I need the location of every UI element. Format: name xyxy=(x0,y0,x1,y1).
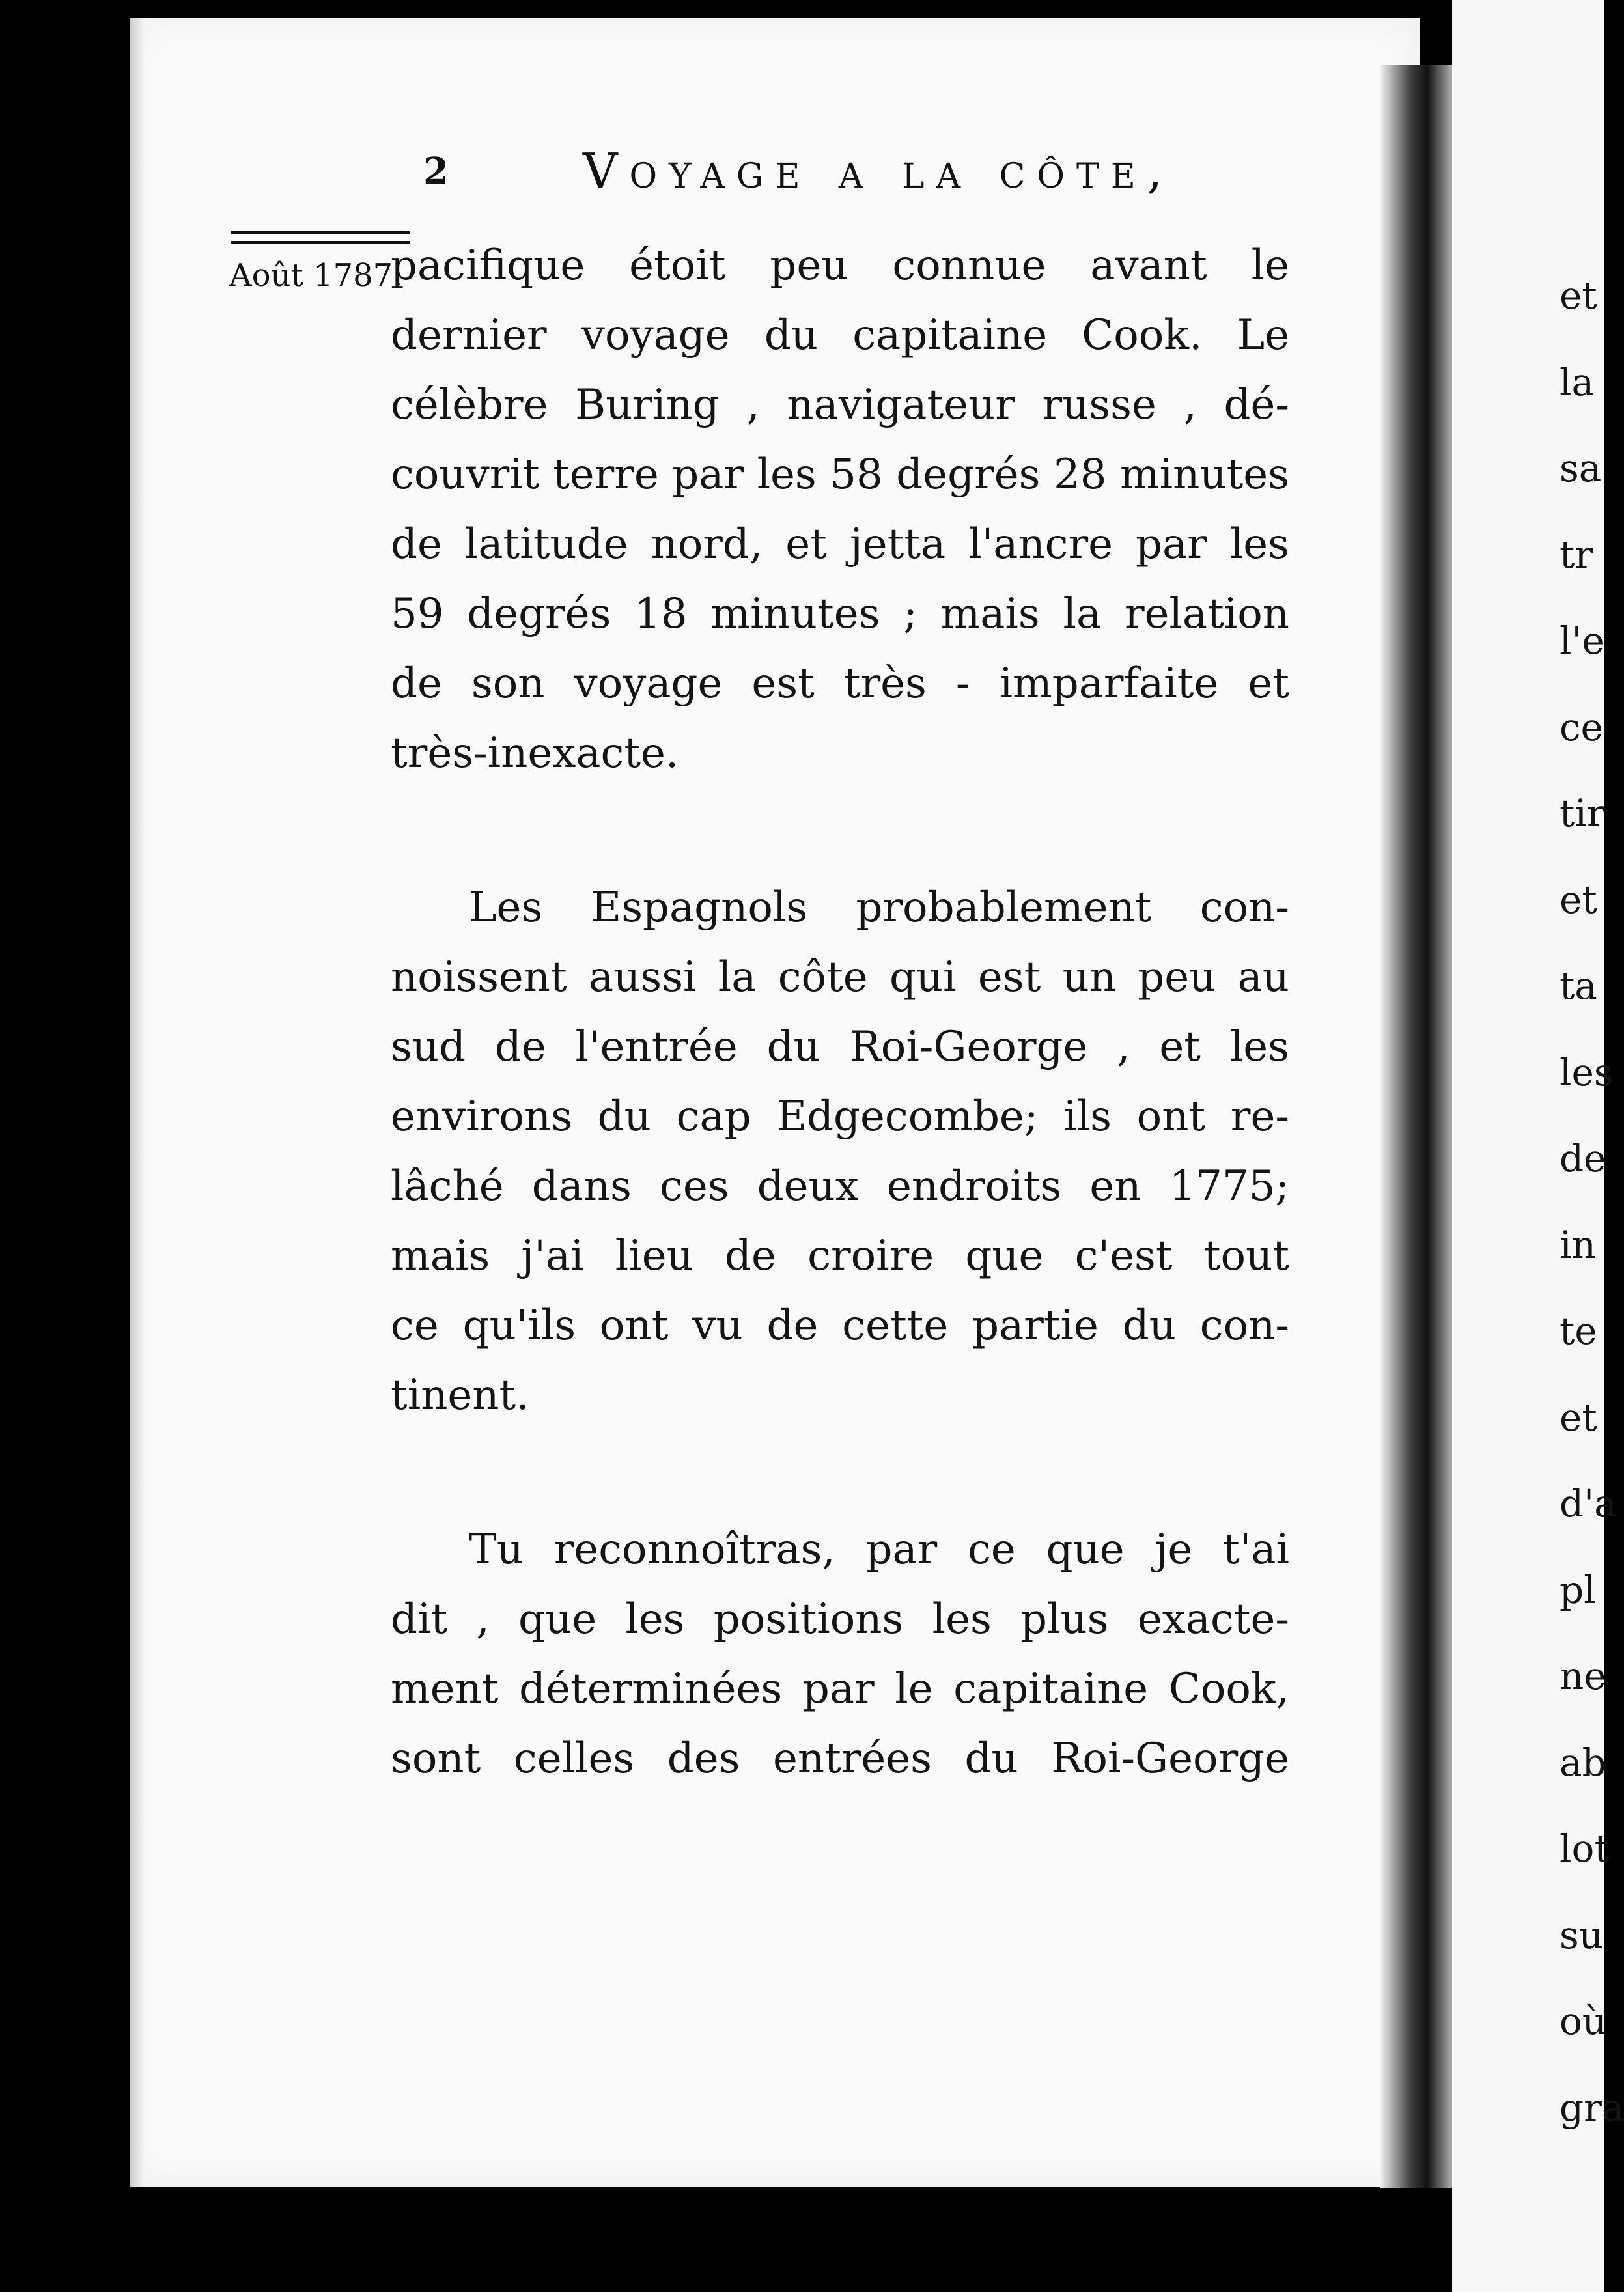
paragraph-3 xyxy=(391,1515,1289,1794)
facing-page-fragment: lot xyxy=(1560,1826,1610,1871)
text-line: Les Espagnols probablement con- xyxy=(469,884,1289,932)
facing-page-fragment: ne xyxy=(1560,1654,1606,1698)
text-line: très-inexacte. xyxy=(391,729,679,777)
facing-page-fragment: ta xyxy=(1560,964,1597,1008)
facing-page-fragment: te xyxy=(1560,1309,1597,1353)
paragraph-gap xyxy=(391,789,1289,873)
text-line: dernier voyage du capitaine Cook. Le xyxy=(391,311,1289,359)
double-rule xyxy=(231,231,410,244)
running-head-title: Voyage a la côte, xyxy=(583,143,1175,199)
margin-date-note: Août 1787. xyxy=(229,257,403,294)
facing-page-fragment: l'e xyxy=(1560,619,1604,663)
left-page-edge xyxy=(130,18,145,2187)
facing-page-fragment: ab xyxy=(1560,1740,1606,1785)
facing-page-fragment: de xyxy=(1560,1136,1606,1181)
text-line: Tu reconnoîtras, par ce que je t'ai xyxy=(469,1526,1289,1574)
facing-page-fragment: et xyxy=(1560,877,1597,922)
running-head xyxy=(423,137,1237,208)
facing-page-fragment: tir xyxy=(1560,791,1605,835)
text-line: de latitude nord, et jetta l'ancre par les xyxy=(391,520,1289,568)
text-line: sud de l'entrée du Roi-George , et les xyxy=(391,1023,1289,1071)
text-line: de son voyage est très - imparfaite et xyxy=(391,660,1289,708)
page-number: 2 xyxy=(423,150,449,193)
facing-page-fragment: d'a xyxy=(1560,1481,1617,1526)
paragraph-2 xyxy=(391,873,1289,1431)
text-line: ce qu'ils ont vu de cette partie du con- xyxy=(391,1302,1289,1350)
text-line: pacifique étoit peu connue avant le xyxy=(391,242,1289,290)
facing-page-fragment: sa xyxy=(1560,446,1602,490)
text-line: lâché dans ces deux endroits en 1775; xyxy=(391,1162,1289,1210)
text-line: noissent aussi la côte qui est un peu au xyxy=(391,953,1289,1001)
book-gutter xyxy=(1380,65,1459,2188)
facing-page-fragment: pl xyxy=(1560,1567,1596,1612)
facing-page-fragment: et xyxy=(1560,273,1597,318)
text-line: tinent. xyxy=(391,1371,529,1419)
text-line: dit , que les positions les plus exacte- xyxy=(391,1595,1289,1643)
facing-page-fragment: les xyxy=(1560,1050,1614,1095)
paragraph-gap xyxy=(391,1431,1289,1515)
facing-page-fragment: où xyxy=(1560,1999,1607,2043)
text-line: ment déterminées par le capitaine Cook, xyxy=(391,1665,1289,1713)
text-line: sont celles des entrées du Roi-George xyxy=(391,1735,1289,1783)
paragraph-1 xyxy=(391,231,1289,789)
facing-page-fragment: et xyxy=(1560,1395,1597,1440)
text-line: couvrit terre par les 58 degrés 28 minutes xyxy=(391,451,1289,499)
facing-page-fragment: in xyxy=(1560,1222,1596,1267)
facing-page-fragment: la xyxy=(1560,359,1595,404)
body-text xyxy=(391,231,1289,1794)
facing-page-fragment: gra xyxy=(1560,2085,1624,2130)
text-line: célèbre Buring , navigateur russe , dé- xyxy=(391,381,1289,429)
facing-page-fragment: tr xyxy=(1560,532,1593,577)
text-line: environs du cap Edgecombe; ils ont re- xyxy=(391,1093,1289,1141)
facing-page-fragment: ce xyxy=(1560,705,1603,749)
text-line: 59 degrés 18 minutes ; mais la relation xyxy=(391,590,1289,638)
text-line: mais j'ai lieu de croire que c'est tout xyxy=(391,1232,1289,1280)
facing-page-fragment: su xyxy=(1560,1912,1604,1957)
